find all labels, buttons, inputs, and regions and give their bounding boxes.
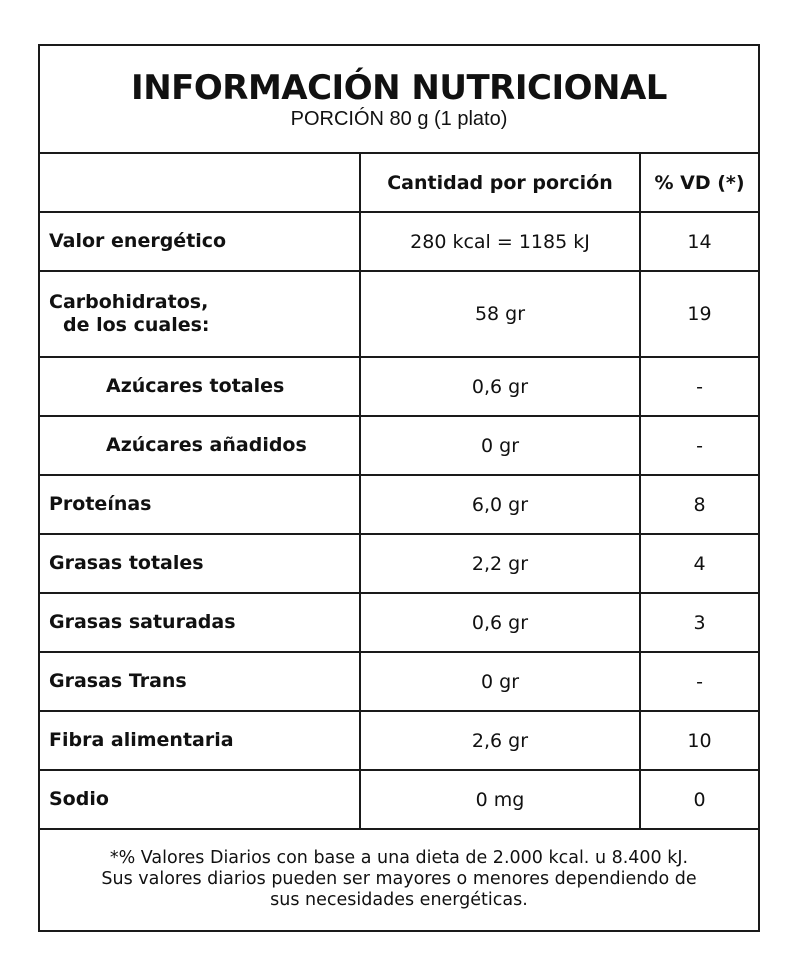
nutrient-amount: 2,2 gr — [360, 534, 640, 593]
nutrient-name — [40, 271, 360, 357]
nutrient-amount: 0,6 gr — [360, 357, 640, 416]
nutrient-dv: 19 — [640, 271, 758, 357]
table-row — [40, 416, 758, 475]
nutrient-dv: 10 — [640, 711, 758, 770]
footnote — [40, 830, 758, 930]
nutrient-dv: 4 — [640, 534, 758, 593]
nutrition-facts-label — [38, 44, 760, 932]
table-row — [40, 593, 758, 652]
nutrition-table — [40, 154, 758, 830]
nutrient-name: Azúcares totales — [40, 357, 360, 416]
nutrient-amount: 6,0 gr — [360, 475, 640, 534]
footnote-line2: Sus valores diarios pueden ser mayores o menores dependiendo de — [101, 869, 697, 889]
nutrient-name: Grasas totales — [40, 534, 360, 593]
nutrient-amount: 0,6 gr — [360, 593, 640, 652]
column-header-amount: Cantidad por porción — [360, 154, 640, 212]
nutrient-name: Sodio — [40, 770, 360, 829]
header-blank-cell — [40, 154, 360, 212]
nutrient-amount: 58 gr — [360, 271, 640, 357]
label-title: INFORMACIÓN NUTRICIONAL — [131, 68, 667, 108]
nutrient-name-line2: de los cuales: — [63, 314, 210, 336]
table-row — [40, 475, 758, 534]
nutrient-name: Fibra alimentaria — [40, 711, 360, 770]
nutrient-dv: 8 — [640, 475, 758, 534]
nutrient-dv: 0 — [640, 770, 758, 829]
nutrient-amount: 0 mg — [360, 770, 640, 829]
column-header-dv: % VD (*) — [640, 154, 758, 212]
label-header — [40, 46, 758, 154]
footnote-line1: *% Valores Diarios con base a una dieta de 2.000 kcal. u 8.400 kJ. — [109, 848, 689, 868]
nutrient-name: Grasas saturadas — [40, 593, 360, 652]
nutrient-name: Proteínas — [40, 475, 360, 534]
nutrient-amount: 0 gr — [360, 416, 640, 475]
nutrient-dv: 14 — [640, 212, 758, 271]
table-row — [40, 357, 758, 416]
nutrient-dv: - — [640, 416, 758, 475]
nutrient-amount: 0 gr — [360, 652, 640, 711]
nutrient-name: Grasas Trans — [40, 652, 360, 711]
nutrient-amount: 280 kcal = 1185 kJ — [360, 212, 640, 271]
nutrient-dv: - — [640, 652, 758, 711]
table-row — [40, 652, 758, 711]
table-row — [40, 711, 758, 770]
table-row — [40, 534, 758, 593]
table-header-row — [40, 154, 758, 212]
nutrient-name: Azúcares añadidos — [40, 416, 360, 475]
table-row — [40, 770, 758, 829]
nutrient-dv: 3 — [640, 593, 758, 652]
serving-size: PORCIÓN 80 g (1 plato) — [290, 108, 508, 130]
nutrient-dv: - — [640, 357, 758, 416]
footnote-line3: sus necesidades energéticas. — [270, 890, 528, 910]
nutrient-amount: 2,6 gr — [360, 711, 640, 770]
nutrient-name-line1: Carbohidratos, — [49, 291, 209, 313]
table-row — [40, 271, 758, 357]
nutrient-name: Valor energético — [40, 212, 360, 271]
table-row — [40, 212, 758, 271]
